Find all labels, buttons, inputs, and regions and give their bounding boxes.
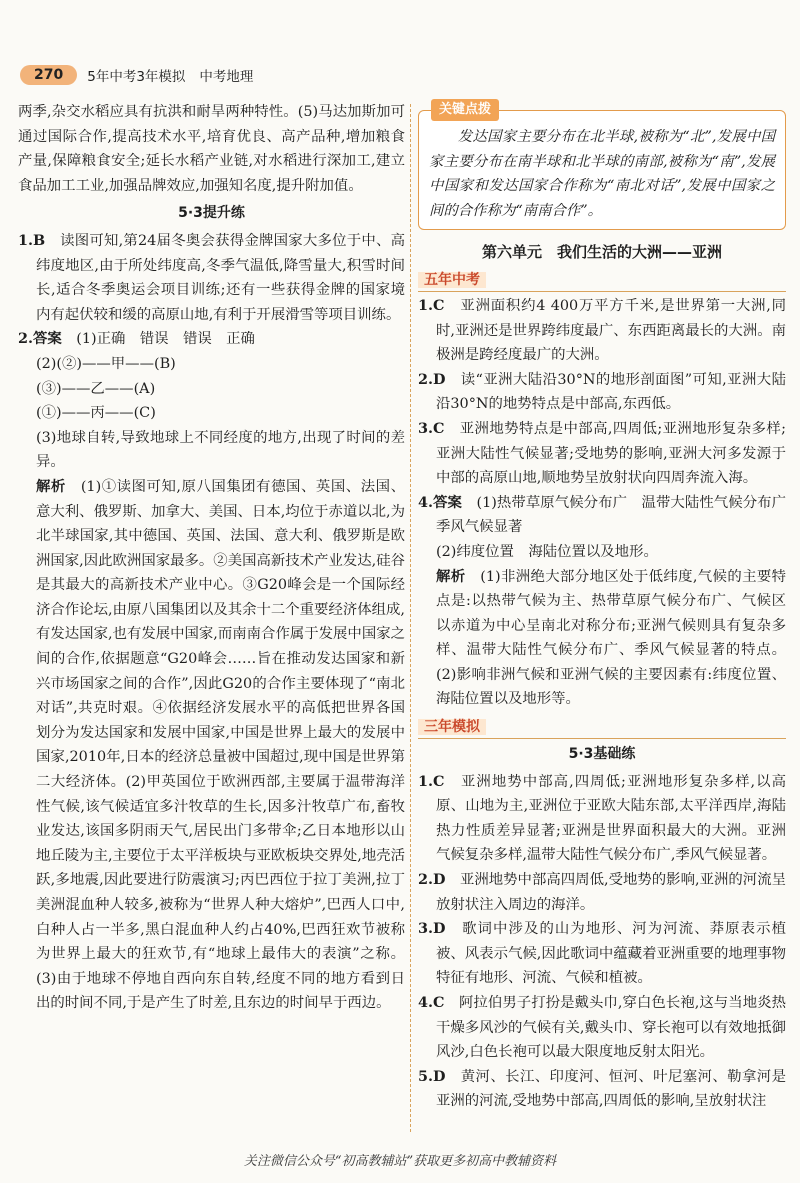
answer-1 xyxy=(18,229,405,327)
section-five-year xyxy=(418,269,786,292)
page-header xyxy=(20,62,253,88)
answer-label: 2.答案 xyxy=(18,330,62,348)
column-divider xyxy=(410,104,411,1132)
key-tip-label: 关键点拨 xyxy=(431,99,499,121)
answer-b2 xyxy=(418,868,786,917)
subject-title: 中考地理 xyxy=(199,69,254,85)
key-tip-text: 发达国家主要分布在北半球,被称为“北”,发展中国家主要分布在南半球和北半球的南部,被称为“南”,发展中国家和发达国家合作称为“南北对话”,发展中国家之间的合作称为“南南合作”。 xyxy=(429,129,775,219)
answer-label: 4.C xyxy=(418,994,445,1011)
section-label: 三年模拟 xyxy=(418,719,486,735)
unit-title: 第六单元 我们生活的大洲——亚洲 xyxy=(481,243,722,262)
analysis-text: (1)①读图可知,原八国集团有德国、英国、法国、意大利、俄罗斯、加拿大、美国、日本,均位于赤道以北,为北半球国家,其中德国、英国、法国、意大利、俄罗斯是欧洲国家,因此欧洲国家最多。②美国高新技术产业发达,硅谷是其最大的高新技术产业中心。③G20峰会是一个国际经济合作论坛,由原八国集团以及其余十二个重要经济体组成,有发达国家,也有发展中国家,而南南合作属于发展中国家之间的合作,依据题意“G20峰会……旨在推动发达国家和新兴市场国家之间的合作”,因此G20的合作主要体现了“南北对话”,共克时艰。④依据经济发展水平的高低把世界各国划分为发达国家和发展中国家,中国是世界上最大的发展中国家,2010年,日本的经济总量被中国超过,现中国是世界第二大经济体。(2)甲英国位于欧洲西部,主要属于温带海洋性气候,该气候适宜多汁牧草的生长,因多汁牧草广布,畜牧业发达,该国多阴雨天气,居民出门多带伞;乙日本地形以山地丘陵为主,主要位于太平洋板块与亚欧板块交界处,地壳活跃,多地震,因此要进行防震演习;丙巴西位于拉丁美洲,拉丁美洲混血种人较多,被称为“世界人种大熔炉”,巴西人口中,白种人占一半多,黑白混血种人约占40%,巴西狂欢节被称为世界上最大的狂欢节,有“地球上最伟大的表演”之称。(3)由于地球不停地自西向东自转,经度不同的地方看到日出的时间不同,于是产生了时差,且东边的时间早于西边。 xyxy=(36,478,405,1012)
answer-b4 xyxy=(418,991,786,1065)
answer-text: 读“亚洲大陆沿30°N的地形剖面图”可知,亚洲大陆沿30°N的地势特点是中部高,东西低。 xyxy=(436,371,786,413)
analysis-2 xyxy=(18,475,405,1016)
answer-2-line: (3)地球自转,导致地球上不同经度的地方,出现了时间的差异。 xyxy=(36,429,405,471)
answer-b5 xyxy=(418,1065,786,1114)
left-column xyxy=(18,100,405,1016)
answer-r3 xyxy=(418,417,786,491)
answer-label: 3.C xyxy=(418,419,445,437)
section-title-basic: 5·3基础练 xyxy=(568,746,636,763)
answer-label: 4.答案 xyxy=(418,493,463,511)
answer-text: 读图可知,第24届冬奥会获得金牌国家大多位于中、高纬度地区,由于所处纬度高,冬季气温低,降雪量大,积雪时间长,适合冬季奥运会项目训练;还有一些获得金牌的国家境内有起伏较和缓的高原山地,有利于开展滑雪等项目训练。 xyxy=(36,232,405,323)
answer-label: 5.D xyxy=(418,1067,446,1085)
book-title: 5年中考3年模拟 xyxy=(87,69,186,85)
answer-r2 xyxy=(418,368,786,417)
answer-b1 xyxy=(418,770,786,868)
answer-2-line: (③)——乙——(A) xyxy=(36,380,156,397)
answer-r4 xyxy=(418,491,800,540)
section-title-improve: 5·3提升练 xyxy=(178,205,245,222)
right-column xyxy=(418,100,800,1114)
answer-label: 2.D xyxy=(418,370,446,388)
answer-label: 1.C xyxy=(418,772,445,790)
answer-text: 亚洲地势中部高,四周低;亚洲地形复杂多样,以高原、山地为主,亚洲位于亚欧大陆东部,太平洋西岸,海陆热力性质差异显著;亚洲是世界面积最大的大洲。亚洲气候复杂多样,温带大陆性气候分布广,季风气候显著。 xyxy=(436,773,786,864)
answer-label: 1.B xyxy=(18,231,46,249)
key-tip-box xyxy=(418,102,786,230)
answer-r4-line: (2)纬度位置 海陆位置以及地形。 xyxy=(436,543,658,560)
answer-label: 3.D xyxy=(418,920,446,938)
intro-paragraph: 两季,杂交水稻应具有抗洪和耐旱两种特性。(5)马达加斯加可通过国际合作,提高技术水平,培育优良、高产品种,增加粮食产量,保障粮食安全;延长水稻产业链,对水稻进行深加工,建立食品加工工业,加强品牌效应,加强知名度,提升附加值。 xyxy=(18,104,405,194)
section-three-year xyxy=(418,716,786,739)
answer-b3 xyxy=(418,917,786,991)
answer-r1 xyxy=(418,294,786,368)
footer-note: 关注微信公众号“初高教辅站”获取更多初高中教辅资料 xyxy=(243,1154,557,1169)
analysis-r4 xyxy=(418,565,786,713)
answer-2-line: (2)(②)——甲——(B) xyxy=(36,355,176,372)
answer-text: (1)正确 错误 错误 正确 xyxy=(76,331,255,348)
answer-text: 亚洲面积约4 400万平方千米,是世界第一大洲,同时,亚洲还是世界跨纬度最广、东西距离最长的大洲。南极洲是跨经度最广的大洲。 xyxy=(436,297,786,364)
page-number: 270 xyxy=(20,65,77,85)
answer-text: (1)热带草原气候分布广 温带大陆性气候分布广 季风气候显著 xyxy=(436,494,800,536)
analysis-text: (1)非洲绝大部分地区处于低纬度,气候的主要特点是:以热带气候为主、热带草原气候分布广、气候区以赤道为中心呈南北对称分布;亚洲气候则具有复杂多样、温带大陆性气候分布广、季风气候显著的特点。(2)影响非洲气候和亚洲气候的主要因素有:纬度位置、海陆位置以及地形等。 xyxy=(436,568,786,708)
answer-label: 2.D xyxy=(418,871,446,889)
answer-text: 歌词中涉及的山为地形、河为河流、莽原表示植被、风表示气候,因此歌词中蕴藏着亚洲重要的地理事物特征有地形、河流、气候和植被。 xyxy=(436,921,786,987)
answer-2-line: (①)——丙——(C) xyxy=(36,405,156,422)
answer-2 xyxy=(18,327,405,352)
answer-label: 1.C xyxy=(418,296,445,314)
analysis-label: 解析 xyxy=(436,568,466,585)
answer-text: 亚洲地势中部高四周低,受地势的影响,亚洲的河流呈放射状注入周边的海洋。 xyxy=(436,872,786,913)
answer-text: 黄河、长江、印度河、恒河、叶尼塞河、勒拿河是亚洲的河流,受地势中部高,四周低的影响,呈放射状注 xyxy=(436,1068,786,1110)
analysis-label: 解析 xyxy=(36,478,66,495)
section-label: 五年中考 xyxy=(418,272,486,288)
answer-text: 阿拉伯男子打扮是戴头巾,穿白色长袍,这与当地炎热干燥多风沙的气候有关,戴头巾、穿长袍可以有效地抵御风沙,白色长袍可以最大限度地反射太阳光。 xyxy=(436,995,786,1061)
answer-text: 亚洲地势特点是中部高,四周低;亚洲地形复杂多样;亚洲大陆性气候显著;受地势的影响,亚洲大河多发源于中部的高原山地,顺地势呈放射状向四周奔流入海。 xyxy=(436,420,786,487)
